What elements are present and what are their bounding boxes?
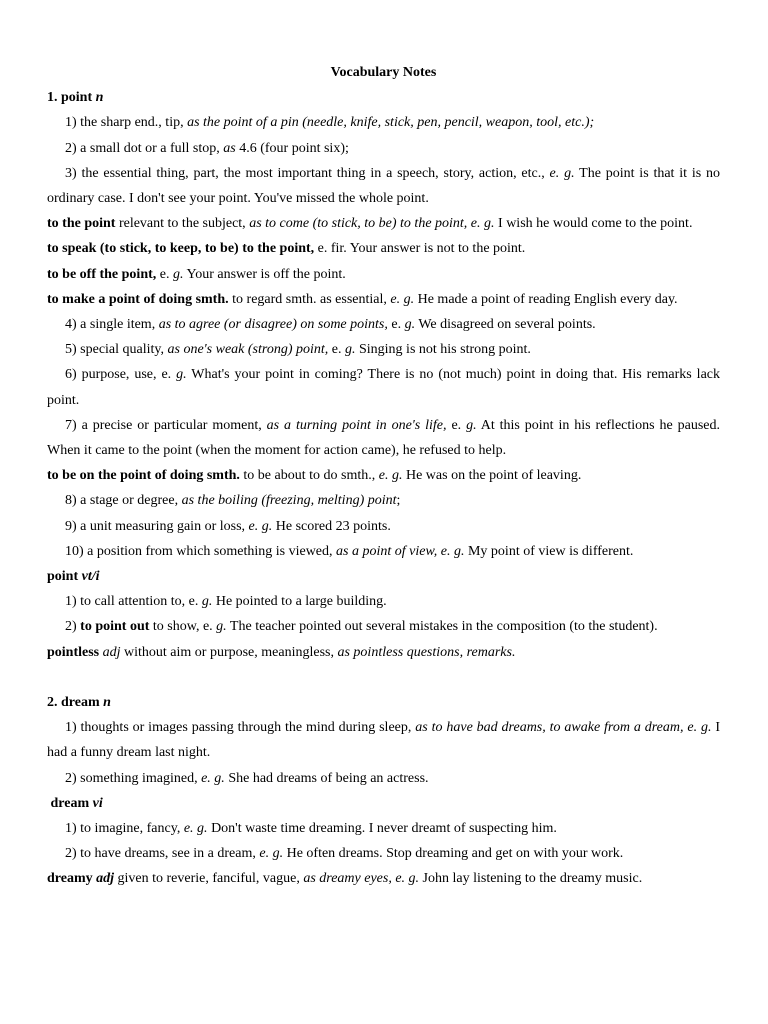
phrase-to-be-off-the-point: to be off the point, e. g. Your answer is off the point. (47, 266, 346, 282)
definition-point-verb-1: 1) to call attention to, e. g. He pointed to a large building. (65, 594, 387, 610)
entry-pointless: pointless adj without aim or purpose, meaningless, as pointless questions, remarks. (47, 644, 516, 660)
entry-heading-dream: 2. dream n (47, 695, 111, 711)
entry-heading-dream-verb: dream vi (50, 795, 103, 811)
phrase-to-be-on-the-point: to be on the point of doing smth. to be about to do smth., e. g. He was on the point of leaving. (47, 468, 582, 484)
entry-heading-point: 1. point n (47, 90, 104, 106)
definition-dream-verb-1: 1) to imagine, fancy, e. g. Don't waste time dreaming. I never dreamt of suspecting him. (65, 821, 557, 837)
definition-point-7: 7) a precise or particular moment, as a turning point in one's life, e. g. At this point in his reflections he paused. When it came to the point (when the moment for action came), he refused to help. (47, 417, 721, 459)
definition-point-6: 6) purpose, use, e. g. What's your point in coming? There is no (not much) point in doing that. His remarks lack point. (47, 367, 721, 408)
definition-point-5: 5) special quality, as one's weak (strong) point, e. g. Singing is not his strong point. (65, 342, 531, 358)
phrase-to-the-point: to the point relevant to the subject, as to come (to stick, to be) to the point, e. g. I wish he would come to the point. (47, 216, 693, 232)
phrase-to-make-a-point: to make a point of doing smth. to regard smth. as essential, e. g. He made a point of reading English every day. (47, 291, 678, 307)
definition-point-3: 3) the essential thing, part, the most important thing in a speech, story, action, etc., e. g. The point is that it is no ordinary case. I don't see your point. You've missed the whole point. (47, 165, 721, 207)
section-gap (47, 665, 720, 690)
page-title: Vocabulary Notes (330, 65, 437, 80)
definition-point-4: 4) a single item, as to agree (or disagree) on some points, e. g. We disagreed on several points. (65, 317, 596, 333)
entry-heading-point-verb: point vt/i (47, 569, 100, 585)
definition-dream-1: 1) thoughts or images passing through the mind during sleep, as to have bad dreams, to awake from a dream, e. g. I had a funny dream last night. (47, 720, 721, 761)
definition-point-10: 10) a position from which something is viewed, as a point of view, e. g. My point of view is different. (65, 543, 634, 559)
entry-dreamy: dreamy adj given to reverie, fanciful, vague, as dreamy eyes, e. g. John lay listening to the dreamy music. (47, 871, 643, 887)
definition-point-2: 2) a small dot or a full stop, as 4.6 (four point six); (65, 140, 349, 156)
document-page (47, 60, 720, 892)
definition-dream-verb-2: 2) to have dreams, see in a dream, e. g. He often dreams. Stop dreaming and get on with your work. (65, 846, 624, 862)
definition-point-9: 9) a unit measuring gain or loss, e. g. He scored 23 points. (65, 518, 391, 534)
phrase-to-speak-to-the-point: to speak (to stick, to keep, to be) to the point, e. fir. Your answer is not to the point. (47, 241, 526, 257)
definition-dream-2: 2) something imagined, e. g. She had dreams of being an actress. (65, 770, 429, 786)
definition-point-verb-2: 2) to point out to show, e. g. The teacher pointed out several mistakes in the composition (to the student). (65, 619, 658, 635)
definition-point-1: 1) the sharp end., tip, as the point of a pin (needle, knife, stick, pen, pencil, weapon, tool, etc.); (65, 115, 595, 131)
definition-point-8: 8) a stage or degree, as the boiling (freezing, melting) point; (65, 493, 401, 509)
